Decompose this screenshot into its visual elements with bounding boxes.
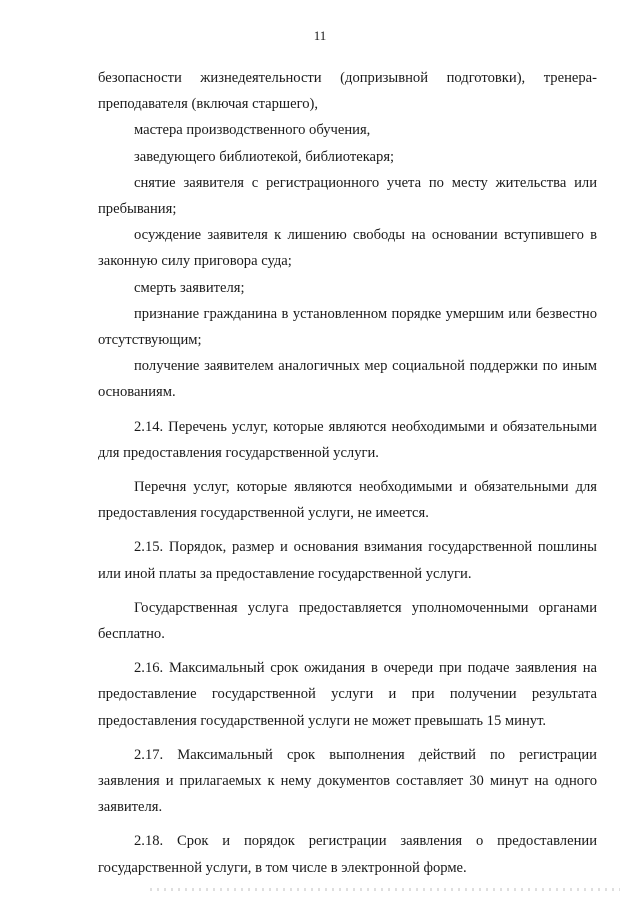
paragraph-free-of-charge: Государственная услуга предоставляется уполномоченными органами бесплатно. bbox=[98, 599, 597, 643]
document-body bbox=[98, 65, 597, 881]
paragraph-services-list: Перечня услуг, которые являются необходимыми и обязательными для предоставления государственной услуги, не имеется. bbox=[98, 479, 597, 522]
section-2-18-heading: 2.18. Срок и порядок регистрации заявления о предоставлении государственной услуги, в том числе в электронной форме. bbox=[98, 833, 597, 876]
paragraph-2: мастера производственного обучения, bbox=[134, 122, 371, 139]
paragraph-1: безопасности жизнедеятельности (допризывной подготовки), тренера-преподавателя (включая старшего), bbox=[98, 70, 597, 113]
paragraph-5: осуждение заявителя к лишению свободы на основании вступившего в законную силу приговора суда; bbox=[98, 227, 597, 270]
page-number: 11 bbox=[313, 28, 327, 43]
section-2-14-heading: 2.14. Перечень услуг, которые являются необходимыми и обязательными для предоставления государственной услуги. bbox=[98, 418, 597, 461]
scan-noise-line bbox=[150, 888, 620, 891]
section-2-15-heading: 2.15. Порядок, размер и основания взимания государственной пошлины или иной платы за предоставление государственной услуги. bbox=[98, 539, 597, 582]
paragraph-8: получение заявителем аналогичных мер социальной поддержки по иным основаниям. bbox=[98, 358, 597, 401]
paragraph-3: заведующего библиотекой, библиотекаря; bbox=[134, 148, 395, 165]
section-2-16-text: 2.16. Максимальный срок ожидания в очереди при подаче заявления на предоставление государственной услуги и при получении результата предоставления государственной услуги не может превышать 15 минут. bbox=[98, 660, 597, 729]
paragraph-6: смерть заявителя; bbox=[134, 279, 245, 296]
paragraph-4: снятие заявителя с регистрационного учета по месту жительства или пребывания; bbox=[98, 174, 597, 218]
paragraph-7: признание гражданина в установленном порядке умершим или безвестно отсутствующим; bbox=[98, 305, 597, 349]
section-2-17-text: 2.17. Максимальный срок выполнения действий по регистрации заявления и прилагаемых к нему документов составляет 30 минут на одного заявителя. bbox=[98, 746, 597, 816]
